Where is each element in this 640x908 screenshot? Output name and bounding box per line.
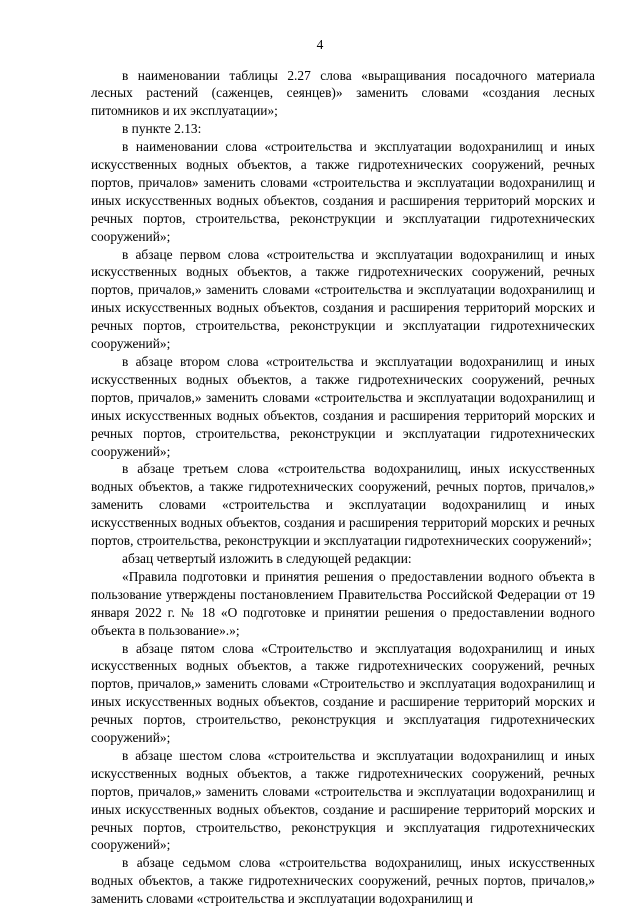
paragraph-title-amendment: в наименовании слова «строительства и эксплуатации водохранилищ и иных искусственных водных объектов, а также гидротехнических сооружений, речных портов, причалов» заменить словами «строительства и эксплуатации водохранилищ и иных искусственных водных объектов, создания и расширения территорий морских и речных портов, строительства, реконструкции и эксплуатации гидротехнических сооружений»; bbox=[91, 138, 595, 245]
page-number: 4 bbox=[0, 36, 640, 53]
paragraph-seventh-indent-amendment: в абзаце седьмом слова «строительства водохранилищ, иных искусственных водных объектов, а также гидротехнических сооружений, речных портов, причалов,» заменить словами «строительства и эксплуатации водохранилищ и bbox=[91, 854, 595, 908]
paragraph-clause-2-13: в пункте 2.13: bbox=[91, 120, 595, 138]
paragraph-first-indent-amendment: в абзаце первом слова «строительства и эксплуатации водохранилищ и иных искусственных водных объектов, а также гидротехнических сооружений, речных портов, причалов,» заменить словами «строительства и эксплуатации водохранилищ и иных искусственных водных объектов, создания и расширения территорий морских и речных портов, строительства, реконструкции и эксплуатации гидротехнических сооружений»; bbox=[91, 246, 595, 353]
paragraph-fifth-indent-amendment: в абзаце пятом слова «Строительство и эксплуатация водохранилищ и иных искусственных водных объектов, а также гидротехнических сооружений, речных портов, причалов,» заменить словами «Строительство и эксплуатация водохранилищ и иных искусственных водных объектов, создание и расширение территорий морских и речных портов, строительство, реконструкция и эксплуатация гидротехнических сооружений»; bbox=[91, 640, 595, 747]
paragraph-third-indent-amendment: в абзаце третьем слова «строительства водохранилищ, иных искусственных водных объектов, а также гидротехнических сооружений, речных портов, причалов,» заменить словами «строительства и эксплуатации водохранилищ и иных искусственных водных объектов, создания и расширения территорий морских и речных портов, строительства, реконструкции и эксплуатации гидротехнических сооружений»; bbox=[91, 460, 595, 550]
paragraph-fourth-indent-text: «Правила подготовки и принятия решения о предоставлении водного объекта в пользование утверждены постановлением Правительства Российской Федерации от 19 января 2022 г. № 18 «О подготовке и принятии решения о предоставлении водного объекта в пользование».»; bbox=[91, 568, 595, 640]
paragraph-second-indent-amendment: в абзаце втором слова «строительства и эксплуатации водохранилищ и иных искусственных водных объектов, а также гидротехнических сооружений, речных портов, причалов,» заменить словами «строительства и эксплуатации водохранилищ и иных искусственных водных объектов, создания и расширения территорий морских и речных портов, строительства, реконструкции и эксплуатации гидротехнических сооружений»; bbox=[91, 353, 595, 460]
document-body bbox=[91, 67, 595, 908]
paragraph-table-2-27-title: в наименовании таблицы 2.27 слова «выращивания посадочного материала лесных растений (саженцев, сеянцев)» заменить словами «создания лесных питомников и их эксплуатации»; bbox=[91, 67, 595, 121]
paragraph-sixth-indent-amendment: в абзаце шестом слова «строительства и эксплуатации водохранилищ и иных искусственных водных объектов, а также гидротехнических сооружений, речных портов, причалов,» заменить словами «строительства и эксплуатации водохранилищ и иных искусственных водных объектов, создание и расширение территорий морских и речных портов, строительство, реконструкция и эксплуатация гидротехнических сооружений»; bbox=[91, 747, 595, 854]
paragraph-fourth-indent-intro: абзац четвертый изложить в следующей редакции: bbox=[91, 550, 595, 568]
